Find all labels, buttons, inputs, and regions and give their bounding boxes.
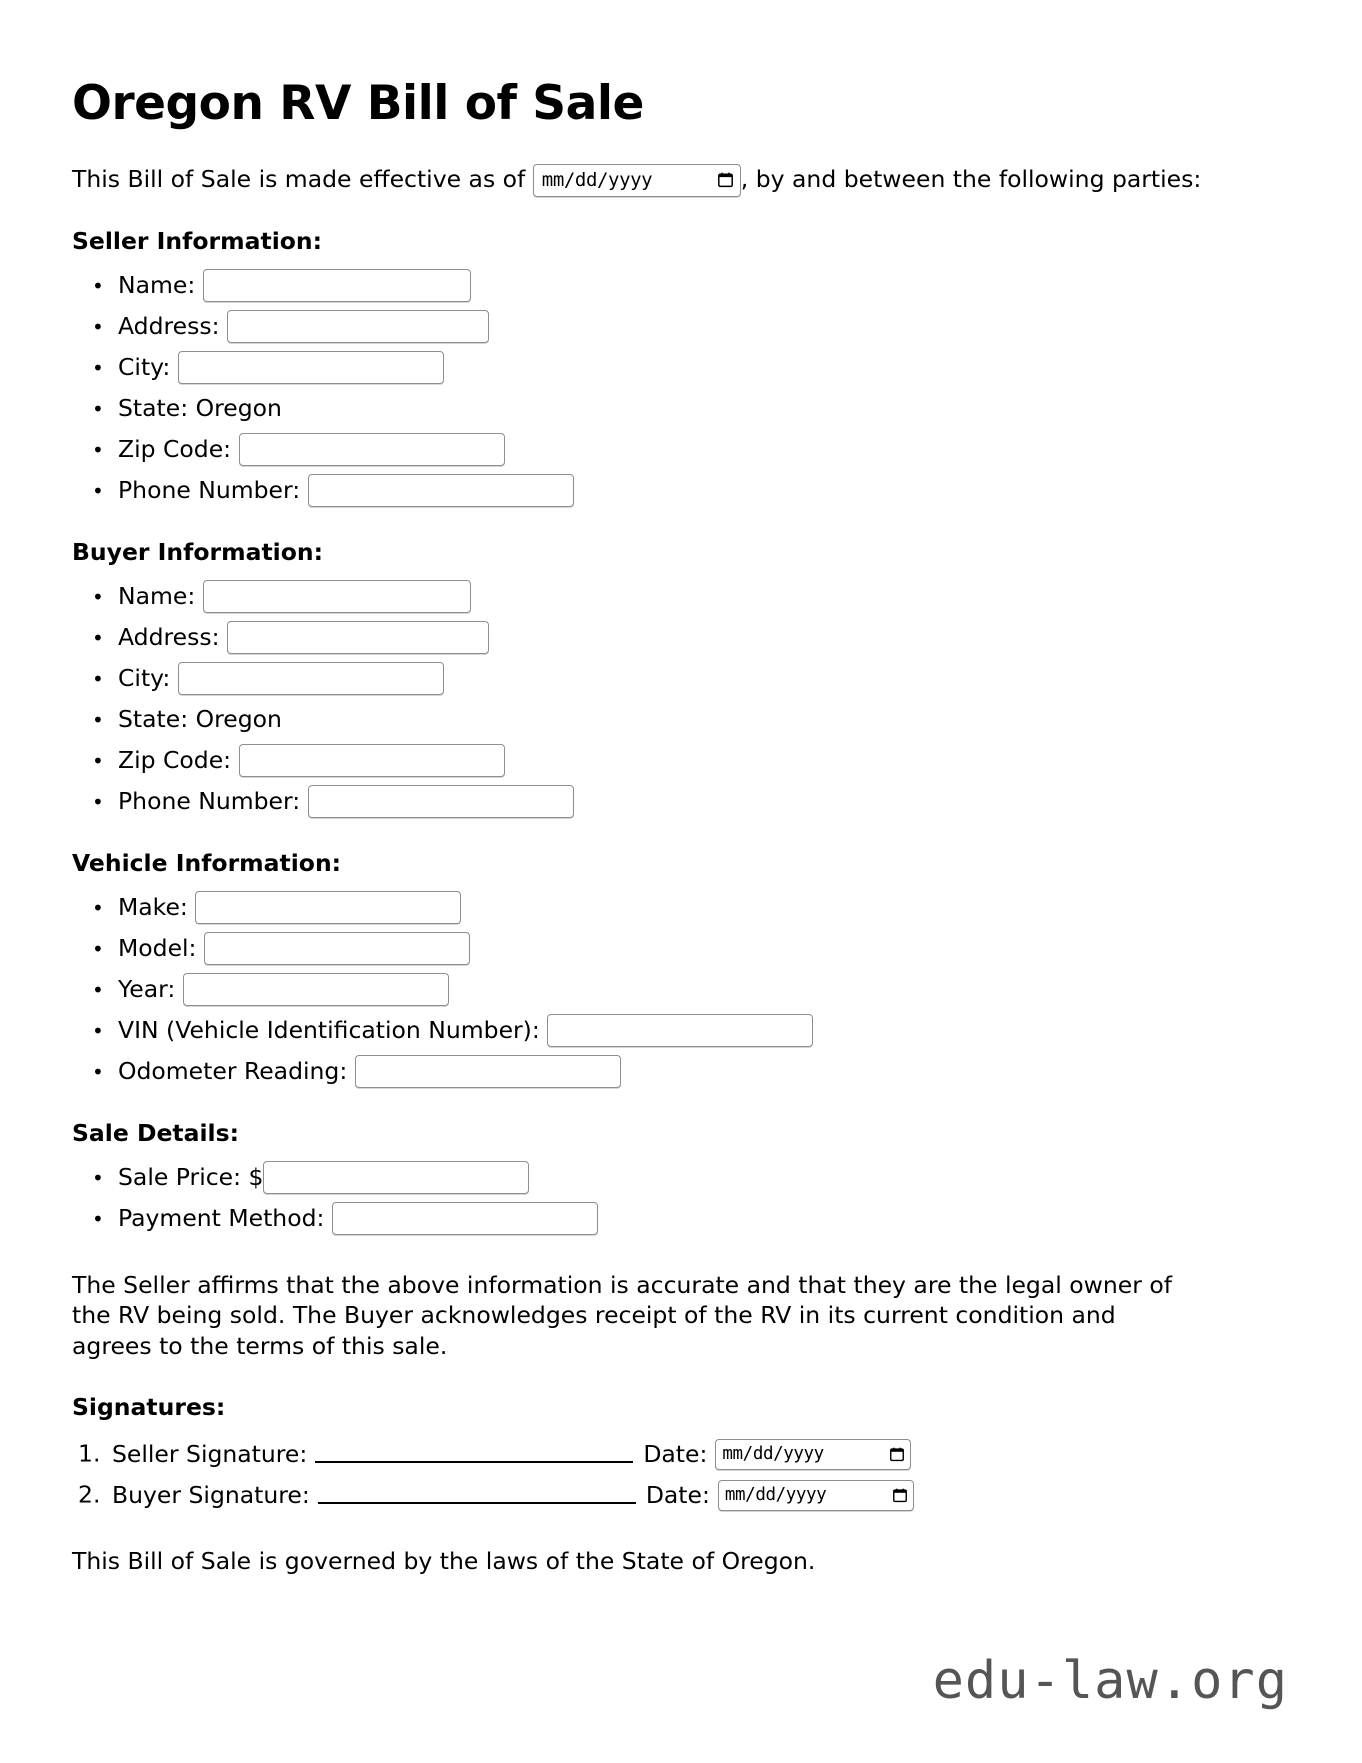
seller-state-label: • State: Oregon (118, 393, 282, 422)
buyer-phone-label: • Phone Number: (118, 786, 301, 815)
buyer-signature-date-value: mm/dd/yyyy (724, 1484, 827, 1505)
seller-signature-date-value: mm/dd/yyyy (722, 1443, 824, 1464)
seller-information-heading: Seller Information: (72, 226, 323, 255)
seller-address-input[interactable] (227, 310, 489, 343)
seller-address-row (118, 310, 1290, 344)
buyer-zip-label: • Zip Code: (118, 745, 232, 774)
payment-method-label: • Payment Method: (118, 1203, 325, 1232)
buyer-name-input[interactable] (203, 580, 471, 613)
buyer-field-list (72, 580, 1290, 819)
vehicle-year-label: • Year: (118, 974, 176, 1003)
calendar-icon[interactable] (893, 1488, 907, 1503)
effective-text-after: , by and between the following parties: (740, 164, 1202, 193)
buyer-date-label: Date: (645, 1480, 710, 1509)
vehicle-odometer-input[interactable] (355, 1055, 621, 1088)
page-title: Oregon RV Bill of Sale (72, 76, 644, 131)
vehicle-model-label: • Model: (118, 933, 197, 962)
seller-signature-row (112, 1437, 1290, 1471)
sale-price-row (118, 1161, 1290, 1195)
buyer-address-label: • Address: (118, 622, 220, 651)
vehicle-make-row (118, 891, 1290, 925)
vehicle-year-row (118, 973, 1290, 1007)
buyer-phone-row (118, 785, 1290, 819)
payment-method-row (118, 1202, 1290, 1236)
vehicle-information-heading: Vehicle Information: (72, 848, 342, 877)
seller-zip-input[interactable] (239, 433, 505, 466)
effective-date-value: mm/dd/yyyy (541, 168, 653, 191)
site-watermark: edu-law.org (932, 1651, 1288, 1711)
signature-list (72, 1437, 1290, 1512)
vehicle-model-row (118, 932, 1290, 966)
calendar-icon[interactable] (890, 1447, 904, 1462)
buyer-address-row (118, 621, 1290, 655)
seller-date-label: Date: (643, 1439, 708, 1468)
payment-method-input[interactable] (332, 1202, 598, 1235)
calendar-icon[interactable] (718, 172, 733, 188)
effective-date-input[interactable] (533, 164, 741, 197)
buyer-city-label: • City: (118, 663, 171, 692)
buyer-state-row (118, 703, 1290, 737)
buyer-signature-line[interactable] (318, 1502, 636, 1504)
signatures-heading: Signatures: (72, 1393, 226, 1422)
seller-name-row (118, 269, 1290, 303)
affirmation-paragraph: The Seller affirms that the above information is accurate and that they are the legal owner of the RV being sold. The Buyer acknowledges receipt of the RV in its current condition and agrees to the terms of this sale. (72, 1270, 1172, 1360)
buyer-information-heading: Buyer Information: (72, 537, 324, 566)
vehicle-vin-label: • VIN (Vehicle Identification Number): (118, 1015, 540, 1044)
seller-city-input[interactable] (178, 351, 444, 384)
buyer-zip-row (118, 744, 1290, 778)
buyer-city-row (118, 662, 1290, 696)
vehicle-make-input[interactable] (195, 891, 461, 924)
seller-phone-row (118, 474, 1290, 508)
governing-law-paragraph: This Bill of Sale is governed by the laws of the State of Oregon. (72, 1547, 816, 1576)
seller-address-label: • Address: (118, 311, 220, 340)
seller-name-label: • Name: (118, 270, 196, 299)
buyer-phone-input[interactable] (308, 785, 574, 818)
vehicle-field-list (72, 891, 1290, 1089)
buyer-signature-row (112, 1478, 1290, 1512)
seller-signature-line[interactable] (315, 1461, 633, 1463)
seller-zip-label: • Zip Code: (118, 434, 232, 463)
seller-city-label: • City: (118, 352, 171, 381)
vehicle-vin-input[interactable] (547, 1014, 813, 1047)
seller-phone-label: • Phone Number: (118, 475, 301, 504)
vehicle-vin-row (118, 1014, 1290, 1048)
buyer-zip-input[interactable] (239, 744, 505, 777)
seller-state-row (118, 392, 1290, 426)
vehicle-year-input[interactable] (183, 973, 449, 1006)
seller-city-row (118, 351, 1290, 385)
vehicle-odometer-label: • Odometer Reading: (118, 1056, 348, 1085)
sale-price-label: • Sale Price: $ (118, 1162, 264, 1191)
sale-price-input[interactable] (263, 1161, 529, 1194)
buyer-name-label: • Name: (118, 581, 196, 610)
seller-signature-date-input[interactable] (715, 1439, 911, 1470)
vehicle-odometer-row (118, 1055, 1290, 1089)
buyer-city-input[interactable] (178, 662, 444, 695)
seller-zip-row (118, 433, 1290, 467)
sale-details-heading: Sale Details: (72, 1118, 239, 1147)
buyer-signature-date-input[interactable] (718, 1480, 914, 1511)
buyer-signature-label: Buyer Signature: (112, 1480, 310, 1509)
sale-details-field-list (72, 1161, 1290, 1236)
buyer-state-label: • State: Oregon (118, 704, 282, 733)
buyer-address-input[interactable] (227, 621, 489, 654)
effective-date-paragraph (72, 164, 1207, 197)
seller-phone-input[interactable] (308, 474, 574, 507)
vehicle-model-input[interactable] (204, 932, 470, 965)
effective-text-before: This Bill of Sale is made effective as of (72, 164, 533, 193)
seller-field-list (72, 269, 1290, 508)
seller-name-input[interactable] (203, 269, 471, 302)
seller-signature-label: Seller Signature: (112, 1439, 308, 1468)
buyer-name-row (118, 580, 1290, 614)
vehicle-make-label: • Make: (118, 892, 188, 921)
